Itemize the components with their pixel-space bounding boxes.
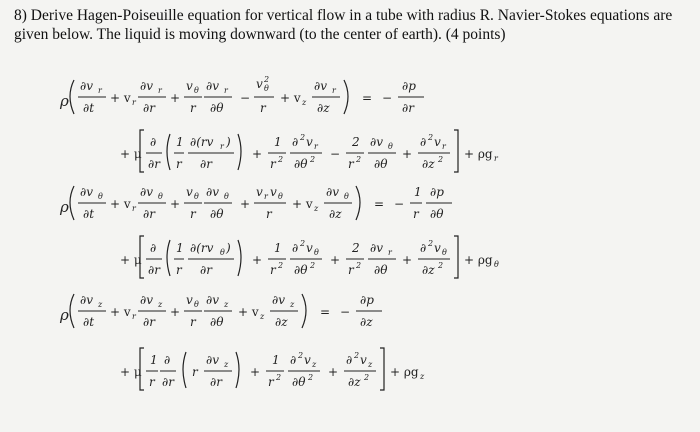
svg-text:r: r [413,207,419,221]
svg-text:θ: θ [98,192,103,201]
svg-text:r: r [314,142,318,151]
svg-text:∂θ: ∂θ [210,315,224,329]
svg-text:∂v: ∂v [206,293,219,307]
svg-text:∂p: ∂p [402,79,416,93]
svg-text:2: 2 [310,261,316,270]
svg-text:2: 2 [438,155,444,164]
svg-text:r: r [132,312,136,321]
svg-text:1: 1 [176,241,184,255]
svg-text:v: v [256,185,263,199]
svg-text:∂v: ∂v [206,353,219,367]
svg-text:∂: ∂ [292,241,299,255]
svg-text:z: z [98,300,103,309]
svg-text:∂: ∂ [292,135,299,149]
svg-text:r: r [270,157,276,171]
svg-text:∂: ∂ [420,241,427,255]
svg-text:r: r [220,142,224,151]
svg-text:∂: ∂ [164,353,171,367]
svg-text:r: r [264,192,268,201]
svg-text:θ: θ [344,192,349,201]
svg-text:θ: θ [194,86,199,95]
svg-text:r: r [176,157,182,171]
svg-text:∂t: ∂t [83,207,95,221]
svg-text:): ) [226,241,231,255]
svg-text:2: 2 [356,155,362,164]
svg-text:∂r: ∂r [148,263,160,277]
svg-text:+: + [250,365,261,379]
svg-text:∂v: ∂v [80,185,93,199]
svg-text:z: z [224,360,229,369]
svg-text:∂: ∂ [290,353,297,367]
svg-text:−: − [394,197,405,211]
svg-text:2: 2 [352,241,360,255]
svg-text:∂θ: ∂θ [292,375,306,389]
svg-text:∂v: ∂v [140,185,153,199]
svg-text:+: + [252,253,263,267]
svg-text:r: r [348,157,354,171]
svg-text:r: r [260,101,266,115]
svg-text:2: 2 [298,351,304,360]
theta-component-rhs [120,236,499,278]
svg-text:+: + [402,253,413,267]
svg-text:r: r [348,263,354,277]
svg-text:+: + [170,197,181,211]
svg-text:∂v: ∂v [370,135,383,149]
svg-text:+ ρg: + ρg [390,365,419,379]
svg-text:2: 2 [278,261,284,270]
svg-text:+: + [170,91,181,105]
svg-text:∂θ: ∂θ [294,263,308,277]
svg-text:2: 2 [278,155,284,164]
svg-text:∂v: ∂v [140,79,153,93]
svg-text:−: − [340,305,351,319]
svg-text:=: = [362,91,373,105]
svg-text:1: 1 [176,135,184,149]
svg-text:∂(rv: ∂(rv [190,241,214,255]
svg-text:∂θ: ∂θ [210,207,224,221]
svg-text:+: + [252,147,263,161]
svg-text:∂p: ∂p [430,185,444,199]
svg-text:r: r [190,315,196,329]
svg-text:2: 2 [300,239,306,248]
svg-text:z: z [290,300,295,309]
r-component-rhs [120,130,499,172]
svg-text:z: z [368,360,373,369]
svg-text:θ: θ [158,192,163,201]
svg-text:∂v: ∂v [140,293,153,307]
svg-text:2: 2 [264,75,270,84]
svg-text:v: v [256,77,263,91]
svg-text:2: 2 [310,155,316,164]
svg-text:1: 1 [414,185,422,199]
svg-text:−: − [382,91,393,105]
svg-text:r: r [388,248,392,257]
svg-text:+: + [170,305,181,319]
svg-text:z: z [158,300,163,309]
svg-text:∂θ: ∂θ [210,101,224,115]
svg-text:+ v: + v [280,91,301,105]
svg-text:v: v [270,185,277,199]
svg-text:r: r [224,86,228,95]
svg-text:r: r [270,263,276,277]
svg-text:θ: θ [494,260,499,269]
svg-text:2: 2 [356,261,362,270]
svg-text:r: r [332,86,336,95]
svg-text:z: z [260,312,265,321]
svg-text:z: z [224,300,229,309]
svg-text:r: r [268,375,274,389]
svg-text:r: r [190,207,196,221]
svg-text:∂θ: ∂θ [374,263,388,277]
svg-text:∂r: ∂r [143,101,155,115]
svg-text:−: − [240,91,251,105]
svg-text:∂r: ∂r [143,207,155,221]
svg-text:+ μ: + μ [120,365,142,379]
svg-text:2: 2 [300,133,306,142]
svg-text:∂r: ∂r [402,101,414,115]
svg-text:ρ: ρ [60,306,69,324]
svg-text:+ v: + v [292,197,313,211]
svg-text:∂z: ∂z [317,101,330,115]
svg-text:∂θ: ∂θ [374,157,388,171]
svg-text:+ v: + v [110,305,131,319]
svg-text:∂z: ∂z [360,315,373,329]
svg-text:∂r: ∂r [162,375,174,389]
svg-text:+ v: + v [238,305,259,319]
svg-text:∂r: ∂r [210,375,222,389]
svg-text:v: v [186,185,193,199]
svg-text:z: z [314,204,319,213]
svg-text:∂: ∂ [150,241,157,255]
svg-text:θ: θ [194,192,199,201]
svg-text:2: 2 [354,351,360,360]
svg-text:1: 1 [274,241,282,255]
svg-text:∂r: ∂r [200,263,212,277]
svg-text:v: v [434,241,441,255]
svg-text:r: r [98,86,102,95]
svg-text:v: v [306,135,313,149]
svg-text:θ: θ [264,84,269,93]
svg-text:2: 2 [428,239,434,248]
svg-text:r: r [132,204,136,213]
svg-text:2: 2 [364,373,370,382]
svg-text:∂t: ∂t [83,315,95,329]
svg-text:r: r [494,154,498,163]
svg-text:θ: θ [220,248,225,257]
svg-text:θ: θ [388,142,393,151]
svg-text:∂z: ∂z [422,263,435,277]
svg-text:+ μ: + μ [120,147,142,161]
svg-text:∂r: ∂r [200,157,212,171]
svg-text:θ: θ [194,300,199,309]
svg-text:+: + [402,147,413,161]
svg-text:2: 2 [276,373,282,382]
svg-text:∂: ∂ [346,353,353,367]
svg-text:2: 2 [438,261,444,270]
svg-text:∂θ: ∂θ [294,157,308,171]
svg-text:ρ: ρ [60,198,69,216]
svg-text:v: v [186,79,193,93]
svg-text:r: r [190,101,196,115]
svg-text:2: 2 [308,373,314,382]
svg-text:v: v [304,353,311,367]
svg-text:): ) [226,135,231,149]
svg-text:+: + [240,197,251,211]
svg-text:∂v: ∂v [370,241,383,255]
z-component-rhs [120,348,425,390]
svg-text:ρ: ρ [60,92,69,110]
svg-text:1: 1 [150,353,158,367]
svg-text:∂(rv: ∂(rv [190,135,214,149]
svg-text:∂r: ∂r [143,315,155,329]
svg-text:+ v: + v [110,197,131,211]
svg-text:+ ρg: + ρg [464,253,493,267]
svg-text:∂v: ∂v [326,185,339,199]
z-component-lhs [59,293,382,329]
svg-text:∂v: ∂v [80,79,93,93]
svg-text:∂z: ∂z [275,315,288,329]
svg-text:∂v: ∂v [206,185,219,199]
svg-text:∂v: ∂v [80,293,93,307]
svg-text:r: r [192,365,198,379]
svg-text:∂z: ∂z [329,207,342,221]
svg-text:+: + [328,365,339,379]
svg-text:θ: θ [224,192,229,201]
svg-text:v: v [306,241,313,255]
svg-text:θ: θ [278,192,283,201]
svg-text:1: 1 [274,135,282,149]
svg-text:v: v [360,353,367,367]
svg-text:θ: θ [314,248,319,257]
svg-text:+ ρg: + ρg [464,147,493,161]
svg-text:z: z [312,360,317,369]
svg-text:+ v: + v [110,91,131,105]
svg-text:r: r [442,142,446,151]
svg-text:r: r [266,207,272,221]
svg-text:z: z [420,372,425,381]
problem-statement: 8) Derive Hagen-Poiseuille equation for vertical flow in a tube with radius R. Navier-Stokes equations are given below. The liquid is moving downward (to the center of earth). (4 points) [14,7,673,43]
svg-text:−: − [330,147,341,161]
svg-text:2: 2 [428,133,434,142]
svg-text:∂θ: ∂θ [430,207,444,221]
svg-text:=: = [374,197,385,211]
r-component-lhs [59,75,424,115]
svg-text:∂p: ∂p [360,293,374,307]
svg-text:2: 2 [352,135,360,149]
svg-text:∂t: ∂t [83,101,95,115]
svg-text:r: r [132,98,136,107]
svg-text:+ μ: + μ [120,253,142,267]
svg-text:θ: θ [442,248,447,257]
equations-graphic [40,58,660,428]
svg-text:∂v: ∂v [206,79,219,93]
svg-text:∂r: ∂r [148,157,160,171]
svg-text:v: v [434,135,441,149]
navier-stokes-equations [40,58,660,428]
svg-text:∂v: ∂v [314,79,327,93]
theta-component-lhs [59,185,452,221]
svg-text:r: r [176,263,182,277]
svg-text:+: + [330,253,341,267]
svg-text:∂v: ∂v [272,293,285,307]
svg-text:=: = [320,305,331,319]
svg-text:∂: ∂ [420,135,427,149]
svg-text:r: r [158,86,162,95]
svg-text:1: 1 [272,353,280,367]
svg-text:∂z: ∂z [422,157,435,171]
svg-text:z: z [302,98,307,107]
svg-text:v: v [186,293,193,307]
svg-text:∂: ∂ [150,135,157,149]
svg-text:r: r [149,375,155,389]
svg-text:∂z: ∂z [348,375,361,389]
